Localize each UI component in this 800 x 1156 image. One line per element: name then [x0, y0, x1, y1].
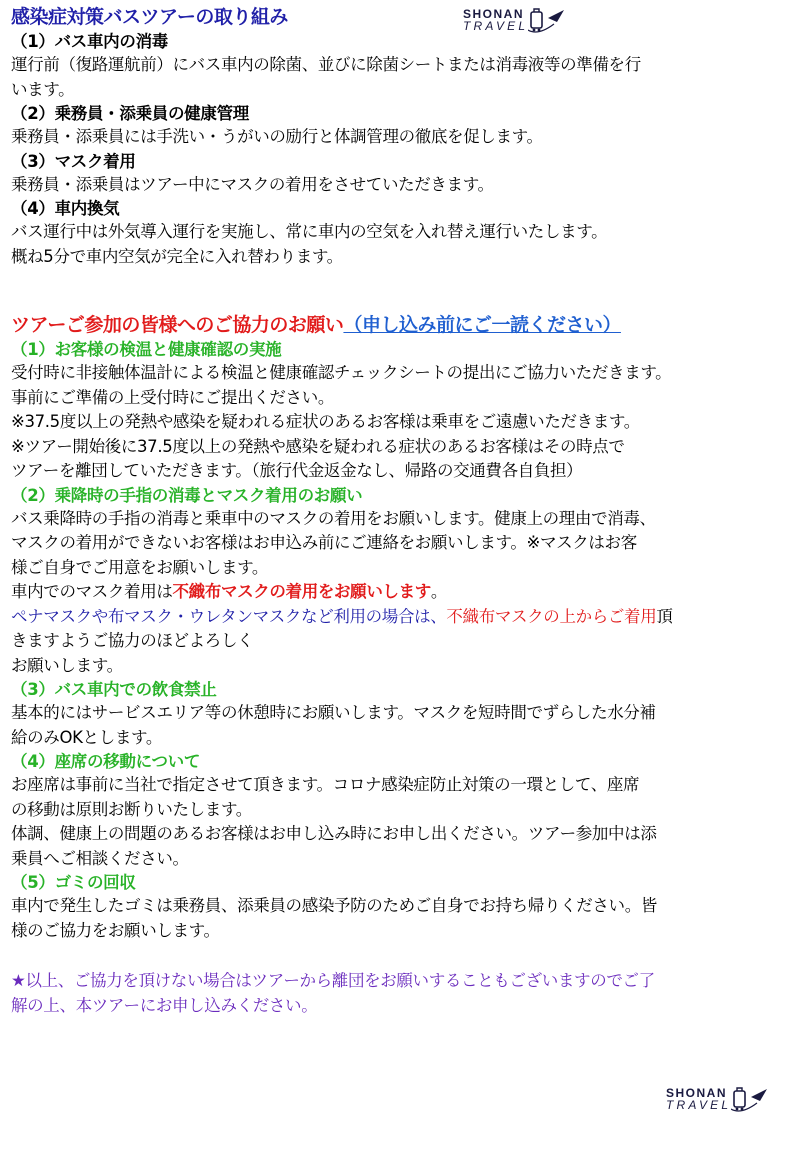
- section2-text-2d: [11, 580, 791, 605]
- section2-text-1a: 受付時に非接触体温計による検温と健康確認チェックシートの提出にご協力いただきます。: [11, 363, 672, 382]
- section2-text-2e: [11, 605, 791, 630]
- section2-text-1d: ※ツアー開始後に37.5度以上の発熱や感染を疑われる症状のあるお客様はその時点で: [11, 436, 625, 456]
- section1-text-4a: バス運行中は外気導入運行を実施し、常に車内の空気を入れ替え運行いたします。: [11, 222, 608, 241]
- section1-heading-3: （3）マスク着用: [11, 151, 136, 171]
- section2-text-2c: 様ご自身でご用意をお願いします。: [11, 557, 269, 577]
- section2-text-5b: 様のご協力をお願いします。: [11, 920, 220, 940]
- document-body: [11, 4, 791, 1018]
- section2-text-4b: の移動は原則お断りいたします。: [11, 799, 252, 819]
- section2-text-2b: マスクの着用ができないお客様はお申込み前にご連絡をお願いします。※マスクはお客: [11, 533, 637, 552]
- section2-text-4d: 乗員へご相談ください。: [11, 848, 189, 868]
- mask-over-note: 不織布マスクの上からご着用: [446, 606, 657, 626]
- section1-heading-1: （1）バス車内の消毒: [11, 32, 168, 51]
- section2-text-1b: 事前にご準備の上受付時にご提出ください。: [11, 387, 335, 407]
- mask-note-tail: 頂: [656, 606, 673, 626]
- section1-heading-2: （2）乗務員・添乗員の健康管理: [11, 104, 249, 123]
- section2-text-2f: きますようご協力のほどよろしく: [11, 631, 254, 650]
- logo-word-travel: TRAVEL: [463, 19, 529, 33]
- section2-heading-1: （1）お客様の検温と健康確認の実施: [11, 340, 282, 359]
- section2-heading-4: （4）座席の移動について: [11, 752, 201, 771]
- section2-heading-3: （3）バス車内での飲食禁止: [11, 680, 217, 699]
- notice-line-2: 解の上、本ツアーにお申し込みください。: [11, 995, 318, 1015]
- section1-text-1a: 運行前（復路運航前）にバス車内の除菌、並びに除菌シートまたは消毒液等の準備を行: [11, 55, 641, 74]
- section1-title: 感染症対策バスツアーの取り組み: [11, 6, 288, 28]
- section1-text-3: 乗務員・添乗員はツアー中にマスクの着用をさせていただきます。: [11, 174, 494, 194]
- logo-word-shonan: SHONAN: [666, 1086, 728, 1100]
- suitcase-plane-icon: [731, 1085, 769, 1113]
- logo-word-shonan: SHONAN: [463, 7, 525, 21]
- mask-note-emphasis: 不織布マスクの着用をお願いします: [172, 582, 431, 601]
- section2-heading-5: （5）ゴミの回収: [11, 873, 136, 892]
- section1-text-2: 乗務員・添乗員には手洗い・うがいの励行と体調管理の徹底を促します。: [11, 127, 543, 146]
- section2-title-main: ツアーご参加の皆様へのご協力のお願い: [11, 314, 344, 336]
- section2-text-4c: 体調、健康上の問題のあるお客様はお申し込み時にお申し出ください。ツアー参加中は添: [11, 824, 657, 843]
- section1-text-1b: います。: [11, 79, 75, 99]
- mask-note-suffix: 。: [430, 582, 448, 601]
- section2-heading-2: （2）乗降時の手指の消毒とマスク着用のお願い: [11, 485, 363, 505]
- section2-text-1c: ※37.5度以上の発熱や感染を疑われる症状のあるお客様は乗車をご遠慮いただきます。: [11, 412, 640, 431]
- section2-text-3b: 給のみOKとします。: [11, 727, 162, 747]
- notice-line-1: ★以上、ご協力を頂けない場合はツアーから離団をお願いすることもございますのでご了: [11, 971, 655, 990]
- section2-text-1e: ツアーを離団していただきます。（旅行代金返金なし、帰路の交通費各自負担）: [11, 461, 583, 480]
- section1-heading-4: （4）車内換気: [11, 199, 120, 218]
- section2-text-5a: 車内で発生したゴミは乗務員、添乗員の感染予防のためご自身でお持ち帰りください。皆: [11, 896, 658, 915]
- section2-text-2g: お願いします。: [11, 655, 123, 675]
- section2-title: [11, 312, 791, 338]
- mask-note-prefix: 車内でのマスク着用は: [11, 582, 173, 601]
- section2-text-4a: お座席は事前に当社で指定させて頂きます。コロナ感染症防止対策の一環として、座席: [11, 775, 640, 794]
- section2-text-2a: バス乗降時の手指の消毒と乗車中のマスクの着用をお願いします。健康上の理由で消毒、: [11, 508, 656, 528]
- section1-text-4b: 概ね5分で車内空気が完全に入れ替わります。: [11, 246, 343, 266]
- section2-text-3a: 基本的にはサービスエリア等の休憩時にお願いします。マスクを短時間でずらした水分補: [11, 703, 656, 722]
- logo-word-travel: TRAVEL: [666, 1098, 732, 1112]
- section2-subtitle: （申し込み前にご一読ください）: [343, 314, 621, 336]
- mask-type-note: ペナマスクや布マスク・ウレタンマスクなど利用の場合は、: [11, 606, 447, 626]
- shonan-travel-logo-bottom: [666, 1085, 769, 1113]
